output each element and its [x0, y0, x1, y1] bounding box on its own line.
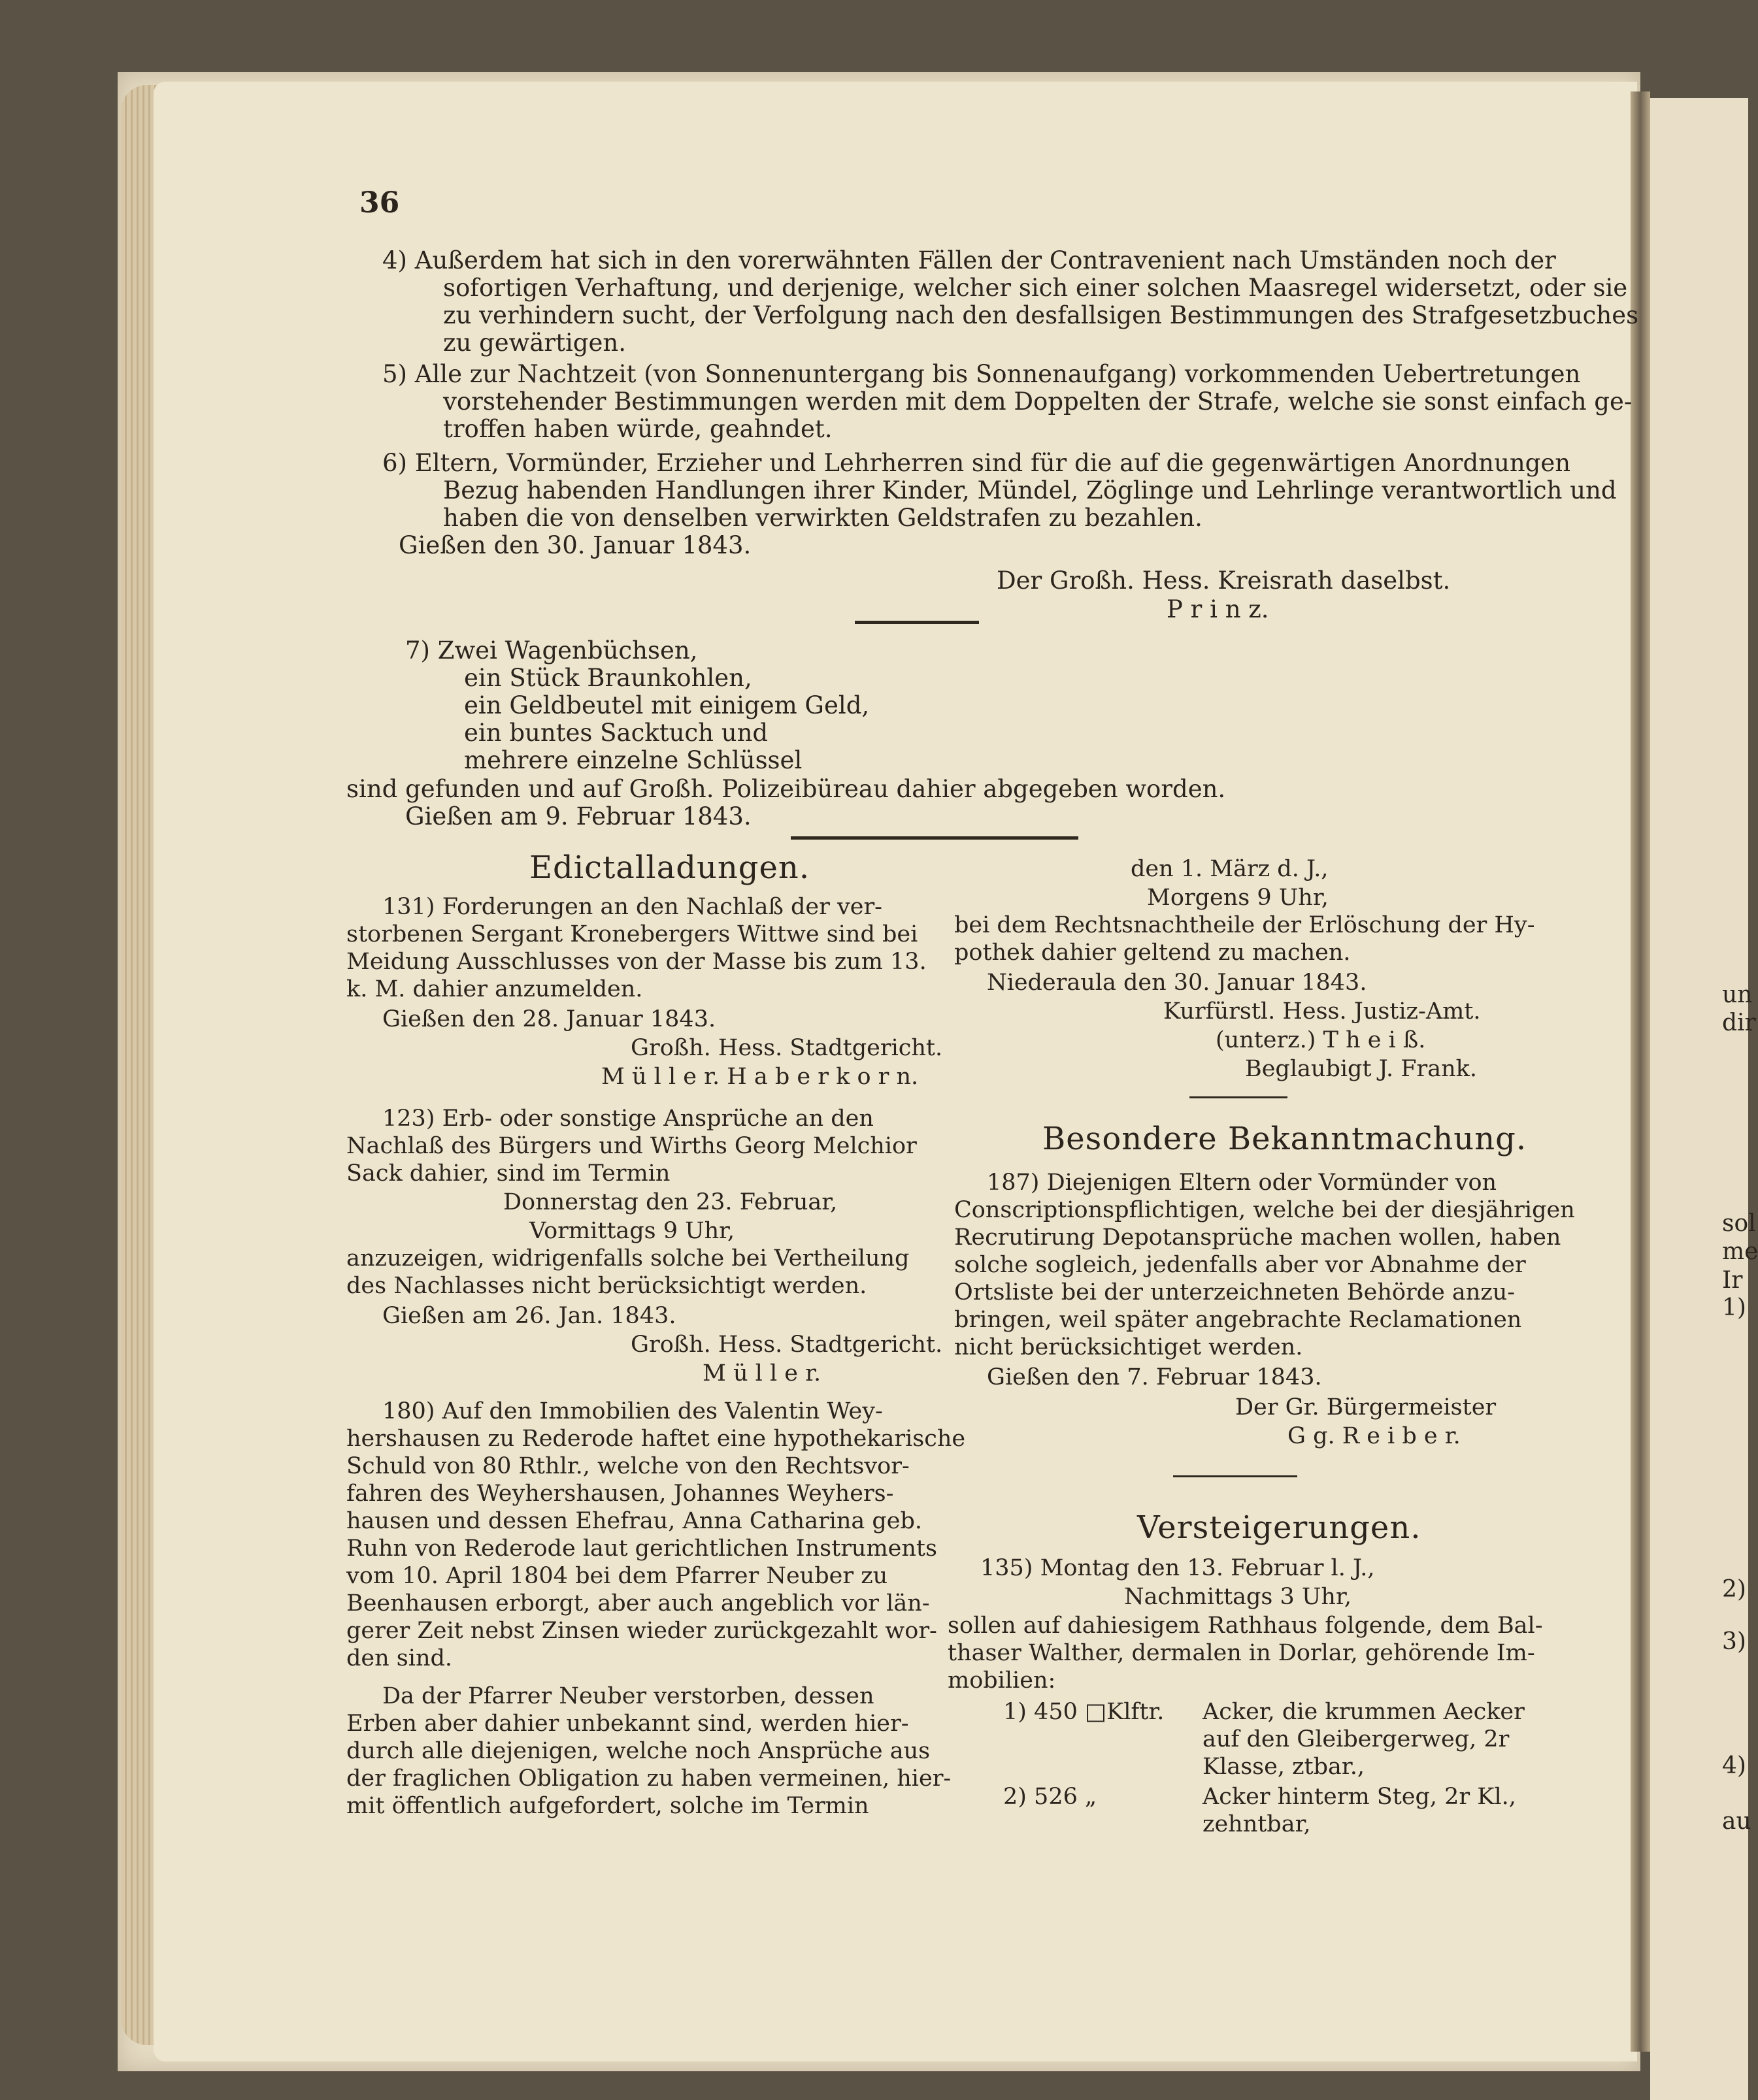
item4-line: sofortigen Verhaftung, und derjenige, welcher sich einer solchen Maasregel widersetzt, oder sie — [443, 274, 1628, 302]
n123-line: 123) Erb- oder sonstige Ansprüche an den — [382, 1106, 874, 1132]
right-page — [1650, 98, 1748, 2100]
cont-line: Morgens 9 Uhr, — [1147, 885, 1329, 911]
n123-line: Großh. Hess. Stadtgericht. — [631, 1332, 943, 1358]
heading-edictalladungen: Edictalladungen. — [529, 849, 810, 886]
n187-line: Conscriptionspflichtigen, welche bei der diesjährigen — [954, 1197, 1575, 1223]
n187-line: Ortsliste bei der unterzeichneten Behörde anzu- — [954, 1279, 1516, 1305]
cont-line: bei dem Rechtsnachtheile der Erlöschung der Hy- — [954, 912, 1535, 938]
auction-item-text: Acker hinterm Steg, 2r Kl., — [1202, 1784, 1516, 1810]
fragment: au — [1722, 1808, 1751, 1835]
n123-line: M ü l l e r. — [703, 1360, 821, 1386]
n187-line: Gießen den 7. Februar 1843. — [987, 1364, 1322, 1390]
divider-rule — [855, 621, 979, 624]
n135-line: sollen auf dahiesigem Rathhaus folgende, dem Bal- — [948, 1613, 1543, 1639]
n123-line: Sack dahier, sind im Termin — [346, 1160, 671, 1187]
auction-item-text: Klasse, ztbar., — [1202, 1754, 1365, 1780]
n131-line: k. M. dahier anzumelden. — [346, 976, 643, 1002]
n131-line: M ü l l e r. H a b e r k o r n. — [601, 1064, 919, 1090]
n187-line: 187) Diejenigen Eltern oder Vormünder von — [987, 1170, 1497, 1196]
n123-line: des Nachlasses nicht berücksichtigt werden. — [346, 1273, 867, 1299]
n180-line: Ruhn von Rederode laut gerichtlichen Instruments — [346, 1535, 937, 1562]
auction-item-text: zehntbar, — [1202, 1811, 1311, 1837]
fragment: Ir — [1722, 1267, 1743, 1294]
n135-line: thaser Walther, dermalen in Dorlar, gehörende Im- — [948, 1640, 1535, 1666]
item6-line: haben die von denselben verwirkten Geldstrafen zu bezahlen. — [443, 504, 1202, 532]
n180-line: Beenhausen erborgt, aber auch angeblich vor län- — [346, 1590, 930, 1616]
auction-item-number: 2) 526 „ — [1003, 1784, 1097, 1810]
item5-line: 5) Alle zur Nachtzeit (von Sonnenuntergang bis Sonnenaufgang) vorkommenden Uebertretungen — [382, 360, 1581, 388]
n187-line: Recrutirung Depotansprüche machen wollen, haben — [954, 1224, 1561, 1251]
n180-line: durch alle diejenigen, welche noch Ansprüche aus — [346, 1738, 931, 1764]
n180-line: Da der Pfarrer Neuber verstorben, dessen — [382, 1683, 874, 1709]
cont-line: Niederaula den 30. Januar 1843. — [987, 970, 1367, 996]
heading-besondere-bekanntmachung: Besondere Bekanntmachung. — [1042, 1121, 1527, 1157]
n123-line: Gießen am 26. Jan. 1843. — [382, 1303, 676, 1329]
n180-line: vom 10. April 1804 bei dem Pfarrer Neuber zu — [346, 1563, 888, 1589]
found-line: ein Geldbeutel mit einigem Geld, — [464, 691, 870, 719]
n180-line: gerer Zeit nebst Zinsen wieder zurückgezahlt wor- — [346, 1618, 937, 1644]
auction-item-text: Acker, die krummen Aecker — [1202, 1699, 1525, 1725]
fragment: 2) — [1722, 1576, 1746, 1603]
cont-line: Beglaubigt J. Frank. — [1245, 1056, 1477, 1082]
n123-line: Donnerstag den 23. Februar, — [503, 1189, 838, 1215]
auction-item-text: auf den Gleibergerweg, 2r — [1202, 1726, 1510, 1752]
n187-line: G g. R e i b e r. — [1287, 1423, 1461, 1449]
found-line: ein buntes Sacktuch und — [464, 719, 769, 747]
n135-line: 135) Montag den 13. Februar l. J., — [980, 1555, 1375, 1581]
top-date: Gießen den 30. Januar 1843. — [399, 531, 752, 559]
found-line: ein Stück Braunkohlen, — [464, 664, 752, 692]
n131-line: 131) Forderungen an den Nachlaß der ver- — [382, 894, 883, 920]
item5-line: vorstehender Bestimmungen werden mit dem Doppelten der Strafe, welche sie sonst einfach ge- — [443, 387, 1633, 416]
item6-line: 6) Eltern, Vormünder, Erzieher und Lehrherren sind für die auf die gegenwärtigen Anordnungen — [382, 449, 1571, 477]
item4-line: zu gewärtigen. — [443, 329, 626, 357]
n123-line: Vormittags 9 Uhr, — [529, 1218, 735, 1244]
n180-line: hausen und dessen Ehefrau, Anna Catharina geb. — [346, 1508, 923, 1534]
auction-item-number: 1) 450 □Klftr. — [1003, 1699, 1165, 1725]
n123-line: Nachlaß des Bürgers und Wirths Georg Melchior — [346, 1133, 917, 1159]
n131-line: storbenen Sergant Kronebergers Wittwe sind bei — [346, 921, 918, 947]
fragment: dir — [1722, 1009, 1756, 1036]
n180-line: hershausen zu Rederode haftet eine hypothekarische — [346, 1426, 966, 1452]
n123-line: anzuzeigen, widrigenfalls solche bei Vertheilung — [346, 1245, 910, 1271]
n187-line: solche sogleich, jedenfalls aber vor Abnahme der — [954, 1252, 1526, 1278]
item5-line: troffen haben würde, geahndet. — [443, 415, 833, 443]
n180-line: der fraglichen Obligation zu haben vermeinen, hier- — [346, 1765, 952, 1792]
book-gutter — [1631, 91, 1650, 2052]
item4-line: zu verhindern sucht, der Verfolgung nach den desfallsigen Bestimmungen des Strafgesetzbuches — [443, 301, 1639, 329]
n131-line: Gießen den 28. Januar 1843. — [382, 1006, 716, 1032]
fragment: sol — [1722, 1210, 1756, 1237]
fragment: 1) — [1722, 1294, 1746, 1321]
n180-line: Erben aber dahier unbekannt sind, werden hier- — [346, 1711, 909, 1737]
top-signature-name: P r i n z. — [1167, 595, 1269, 623]
n187-line: Der Gr. Bürgermeister — [1235, 1394, 1497, 1420]
n187-line: bringen, weil später angebrachte Reclamationen — [954, 1307, 1522, 1333]
fragment: me — [1722, 1238, 1758, 1265]
n180-line: Schuld von 80 Rthlr., welche von den Rechtsvor- — [346, 1453, 910, 1479]
n131-line: Großh. Hess. Stadtgericht. — [631, 1035, 943, 1061]
divider-rule — [1189, 1096, 1287, 1098]
n180-line: mit öffentlich aufgefordert, solche im Termin — [346, 1793, 869, 1819]
found-line: 7) Zwei Wagenbüchsen, — [405, 636, 698, 664]
divider-rule — [791, 836, 1078, 840]
n131-line: Meidung Ausschlusses von der Masse bis zum 13. — [346, 949, 927, 975]
page-number: 36 — [359, 186, 400, 220]
found-date: Gießen am 9. Februar 1843. — [405, 802, 752, 830]
item4-line: 4) Außerdem hat sich in den vorerwähnten Fällen der Contravenient nach Umständen noch der — [382, 246, 1556, 274]
cont-line: (unterz.) T h e i ß. — [1216, 1027, 1426, 1053]
cont-line: Kurfürstl. Hess. Justiz-Amt. — [1163, 998, 1481, 1025]
found-line: mehrere einzelne Schlüssel — [464, 746, 803, 774]
heading-versteigerungen: Versteigerungen. — [1137, 1509, 1421, 1546]
item6-line: Bezug habenden Handlungen ihrer Kinder, Mündel, Zöglinge und Lehrlinge verantwortlich und — [443, 476, 1617, 504]
n180-line: fahren des Weyhershausen, Johannes Weyhers- — [346, 1481, 894, 1507]
n180-line: den sind. — [346, 1645, 453, 1671]
cont-line: den 1. März d. J., — [1131, 856, 1329, 882]
n135-line: mobilien: — [948, 1667, 1056, 1694]
n180-line: 180) Auf den Immobilien des Valentin Wey- — [382, 1398, 883, 1424]
fragment: un — [1722, 981, 1753, 1008]
divider-rule — [1173, 1475, 1297, 1477]
fragment: 4) — [1722, 1752, 1746, 1779]
fragment: 3) — [1722, 1628, 1746, 1655]
cont-line: pothek dahier geltend zu machen. — [954, 940, 1351, 966]
n187-line: nicht berücksichtiget werden. — [954, 1334, 1303, 1360]
n135-line: Nachmittags 3 Uhr, — [1124, 1584, 1352, 1610]
found-tail: sind gefunden und auf Großh. Polizeibüreau dahier abgegeben worden. — [346, 775, 1226, 803]
top-signature-office: Der Großh. Hess. Kreisrath daselbst. — [997, 566, 1451, 595]
